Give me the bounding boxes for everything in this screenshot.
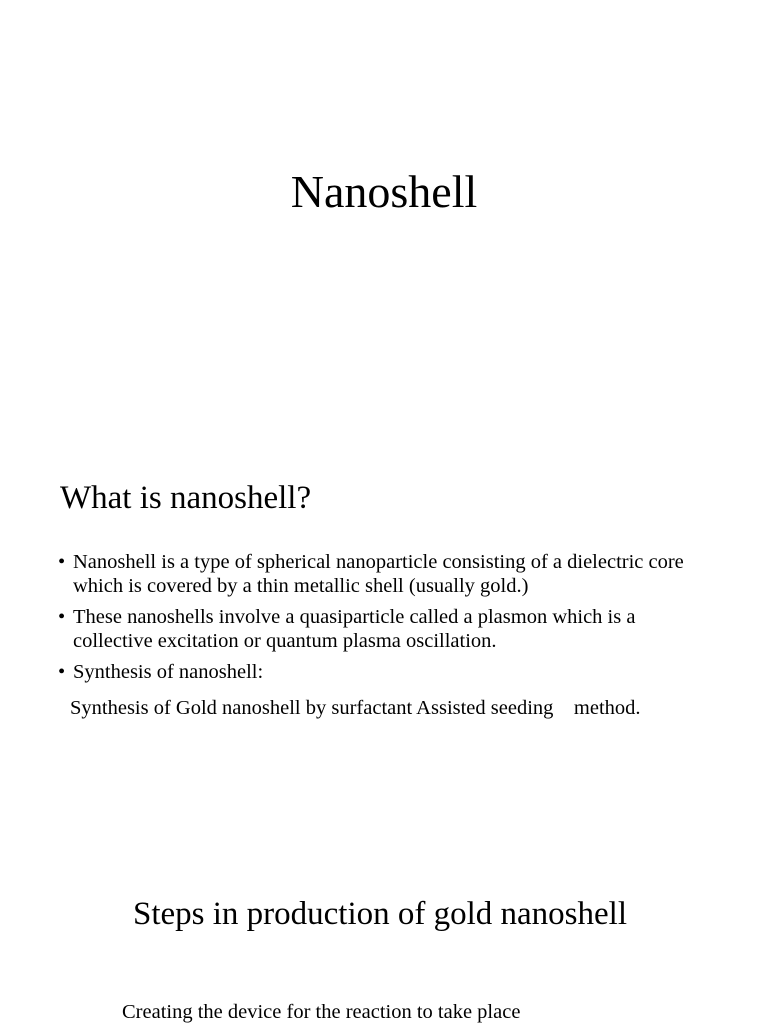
slide-steps-production bbox=[0, 768, 768, 1024]
bullet-list bbox=[58, 550, 718, 691]
slide-heading: What is nanoshell? bbox=[60, 480, 312, 516]
bullet-item bbox=[58, 660, 718, 684]
bullet-dot-icon: • bbox=[58, 606, 66, 628]
bullet-item bbox=[58, 550, 718, 598]
slide-what-is-nanoshell bbox=[0, 384, 768, 768]
slide-title: Nanoshell bbox=[290, 166, 478, 217]
slide-body-text: Creating the device for the reaction to take place bbox=[122, 1001, 521, 1023]
bullet-text: Synthesis of nanoshell: bbox=[73, 661, 264, 683]
bullet-dot-icon: • bbox=[58, 661, 66, 683]
synthesis-method-text: Synthesis of Gold nanoshell by surfactant Assisted seeding method. bbox=[70, 697, 641, 719]
bullet-item bbox=[58, 605, 718, 653]
slide-title-nanoshell bbox=[0, 0, 768, 384]
bullet-text: These nanoshells involve a quasiparticle called a plasmon which is a collective excitation or quantum plasma oscillation. bbox=[73, 606, 636, 652]
bullet-dot-icon: • bbox=[58, 551, 66, 573]
slide-heading: Steps in production of gold nanoshell bbox=[132, 896, 628, 932]
bullet-text: Nanoshell is a type of spherical nanoparticle consisting of a dielectric core which is covered by a thin metallic shell (usually gold.) bbox=[73, 551, 684, 597]
